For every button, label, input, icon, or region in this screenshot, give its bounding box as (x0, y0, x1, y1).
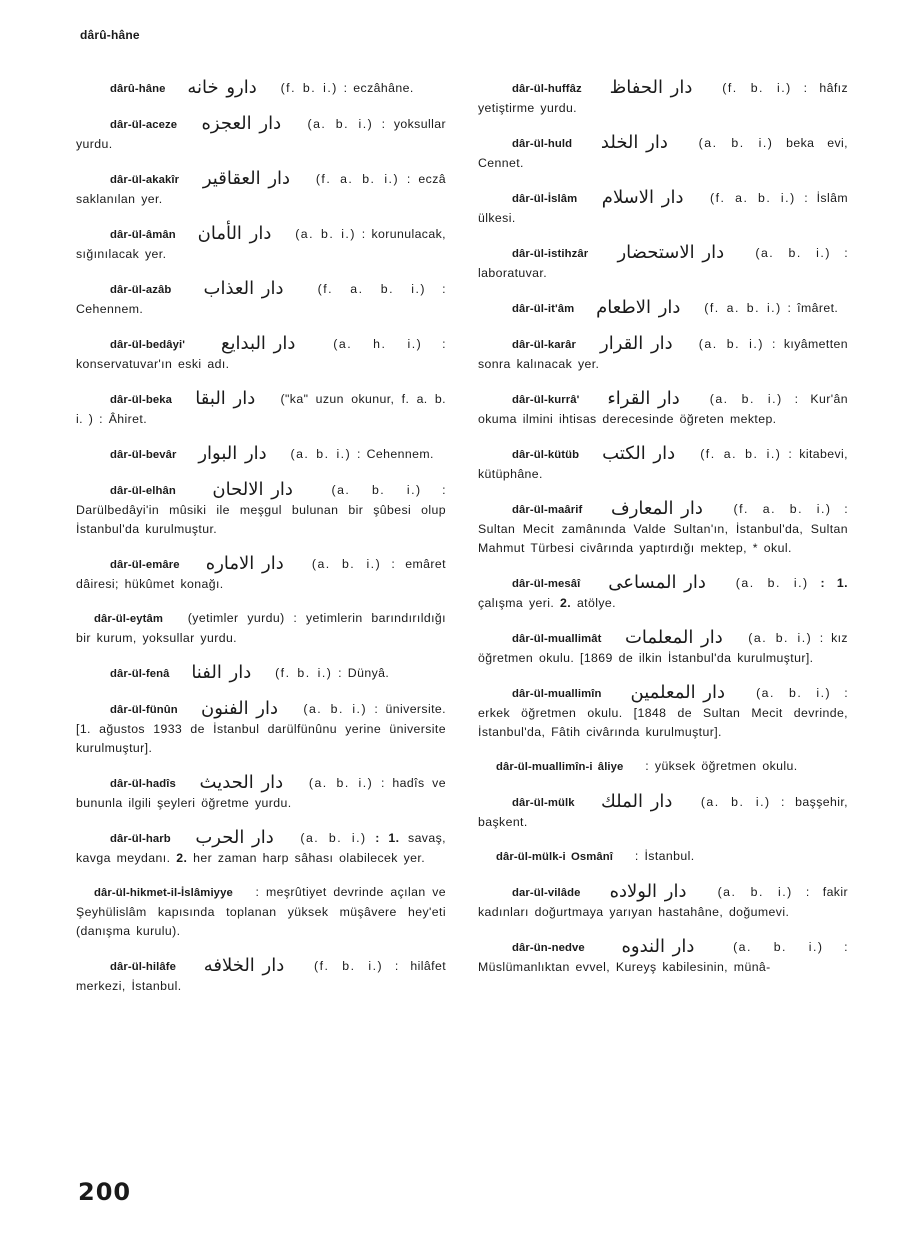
dictionary-entry (478, 78, 848, 118)
entry-arabic: دار القرار (600, 333, 673, 354)
entry-arabic: دار القراء (607, 388, 680, 409)
entry-definition: : Müslümanlıktan evvel, Kureyş kabilesinin, münâ- (478, 940, 848, 974)
entry-grammar: (f. b. i.) (275, 666, 333, 680)
entry-headword: dâr-ül-bevâr (110, 449, 177, 461)
entry-arabic: دارو خانه (187, 77, 257, 98)
entry-arabic: دار الاماره (205, 553, 284, 574)
entry-grammar: (a. b. i.) (303, 702, 368, 716)
entry-grammar: (a. b. i.) (698, 136, 774, 150)
entry-headword: dâr-ül-maârif (512, 504, 583, 516)
entry-grammar: (a. b. i.) (308, 776, 374, 790)
entry-arabic: دار الكتب (602, 443, 676, 464)
entry-definition: çalışma yeri. (478, 596, 555, 610)
entry-definition: : erkek öğretmen okulu. [1848 de Sultan Mecit devrinde, İstanbul'da, Fâtih civârında kurulmuştur]. (478, 686, 849, 739)
dictionary-entry (478, 389, 848, 429)
entry-headword: dârû-hâne (110, 83, 166, 95)
left-column (76, 78, 446, 1011)
dictionary-entry (478, 444, 848, 484)
entry-definition: : İslâm ülkesi. (478, 191, 848, 225)
entry-headword: dâr-ül-muallimât (512, 633, 602, 645)
entry-definition: : konservatuvar'ın eski adı. (76, 337, 446, 371)
entry-definition: : Kur'ân okuma ilmini ihtisas derecesinde öğreten mektep. (478, 392, 848, 426)
dictionary-entry (478, 298, 848, 319)
entry-grammar: (a. b. i.) (700, 795, 771, 809)
entry-definition: : Darülbedâyi'in mûsiki ile meşgul bulunan bir şûbesi olup İstanbul'da kurulmuştur. (76, 483, 446, 536)
entry-definition: : başşehir, başkent. (478, 795, 848, 829)
entry-arabic: دار المعلمين (630, 682, 726, 703)
dictionary-entry (76, 883, 446, 941)
entry-headword: dâr-ül-akakîr (110, 174, 180, 186)
dictionary-entry (76, 554, 446, 594)
entry-grammar: (a. b. i.) (755, 246, 831, 260)
entry-grammar: (a. b. i.) (733, 940, 824, 954)
entry-grammar: (a. b. i.) (300, 831, 367, 845)
dictionary-entry (76, 334, 446, 374)
entry-arabic: دار الخلافه (203, 955, 285, 976)
dictionary-entry (76, 699, 446, 758)
entry-arabic: دار الملك (601, 791, 673, 812)
entry-definition-number: : 1. (375, 831, 400, 845)
entry-definition: : korunulacak, sığınılacak yer. (76, 227, 446, 261)
entry-headword: dâr-ül-fünûn (110, 704, 178, 716)
entry-definition: : îmâret. (787, 301, 839, 315)
dictionary-entry (478, 499, 848, 558)
entry-grammar: (a. b. i.) (698, 337, 764, 351)
entry-headword: dâr-ül-it'âm (512, 303, 575, 315)
entry-grammar: (a. b. i.) (311, 557, 382, 571)
entry-grammar: (a. b. i.) (295, 227, 356, 241)
entry-definition: : İstanbul. (634, 849, 695, 863)
entry-definition: : Cehennem. (76, 282, 446, 316)
entry-definition: : üniversite. [1. ağustos 1933 de İstanbul darülfünûnu yerine üniversite kurulmuştur]. (76, 702, 446, 755)
entry-grammar: (f. a. b. i.) (704, 301, 782, 315)
dictionary-entry (76, 828, 446, 868)
entry-definition: : kitabevi, kütüphâne. (478, 447, 848, 481)
entry-definition: beka evi, Cennet. (478, 136, 848, 170)
entry-headword: dâr-ül-aceze (110, 119, 178, 131)
dictionary-entry (478, 792, 848, 832)
entry-headword: dâr-ül-bedâyi' (110, 339, 186, 351)
entry-definition: : fakir kadınları doğurtmaya yarıyan hastahâne, doğumevi. (478, 885, 848, 919)
dictionary-entry (76, 773, 446, 813)
entry-definition: her zaman harp sâhası olabilecek yer. (193, 851, 426, 865)
entry-definition: : eczâ saklanılan yer. (76, 172, 446, 206)
entry-arabic: دار البوار (198, 443, 267, 464)
dictionary-entry (478, 628, 848, 668)
entry-grammar: (f. b. i.) (280, 81, 338, 95)
entry-grammar: (f. a. b. i.) (315, 172, 400, 186)
dictionary-entry (478, 573, 848, 613)
entry-definition: : kız öğretmen okulu. [1869 de ilkin İstanbul'da kurulmuştur]. (478, 631, 848, 665)
entry-definition: : Sultan Mecit zamânında Valde Sultan'ın, İstanbul'da, Sultan Mahmut Türbesi civârında yaptırdığı mektep, * okul. (478, 502, 849, 555)
entry-arabic: دار العقاقير (202, 168, 291, 189)
dictionary-entry (478, 188, 848, 228)
entry-arabic: دار الخلد (600, 132, 668, 153)
entry-definition: (yetimler yurdu) : yetimlerin barındırıldığı bir kurum, yoksullar yurdu. (76, 611, 446, 645)
entry-definition: ("ka" uzun okunur, f. a. b. i. ) : Âhiret. (76, 392, 446, 426)
entry-headword: dâr-ül-harb (110, 833, 171, 845)
entry-definition-number: 2. (560, 596, 572, 610)
dictionary-entry (478, 243, 848, 283)
entry-arabic: دار الاطعام (596, 297, 681, 318)
entry-arabic: دار الأمان (197, 223, 272, 244)
entry-arabic: دار البدايع (220, 333, 296, 354)
dictionary-entry (76, 663, 446, 684)
entry-definition: atölye. (576, 596, 616, 610)
entry-grammar: (a. h. i.) (333, 337, 423, 351)
entry-grammar: (a. b. i.) (735, 576, 809, 590)
entry-definition: : meşrûtiyet devrinde açılan ve Şeyhülislâm kapısında toplanan yüksek müşâvere hey'eti (danışma kurulu). (76, 885, 446, 938)
entry-arabic: دار المساعى (608, 572, 706, 593)
entry-arabic: دار الالحان (212, 479, 293, 500)
entry-definition: savaş, kavga meydanı. (76, 831, 446, 865)
entry-definition: : yüksek öğretmen okulu. (645, 759, 798, 773)
entry-arabic: دار الفنا (191, 662, 252, 683)
entry-grammar: (a. b. i.) (331, 483, 422, 497)
dictionary-entry (478, 937, 848, 977)
entry-grammar: (a. b. i.) (717, 885, 793, 899)
entry-definition: : eczâhâne. (343, 81, 414, 95)
entry-arabic: دار الاستحضار (617, 242, 725, 263)
entry-grammar: (a. b. i.) (307, 117, 374, 131)
entry-definition: : hadîs ve bununla ilgili şeyleri öğretme yurdu. (76, 776, 446, 810)
dictionary-entry (76, 224, 446, 264)
entry-grammar: (a. b. i.) (756, 686, 832, 700)
entry-arabic: دار العذاب (203, 278, 284, 299)
dictionary-entry (478, 757, 848, 777)
entry-grammar: (a. b. i.) (748, 631, 813, 645)
entry-headword: dâr-ül-İslâm (512, 193, 578, 205)
entry-definition-number: : 1. (820, 576, 848, 590)
entry-headword: dâr-ül-beka (110, 394, 172, 406)
dictionary-entry (478, 334, 848, 374)
entry-headword: dâr-ül-emâre (110, 559, 180, 571)
entry-headword: dar-ül-vilâde (512, 887, 581, 899)
entry-headword: dâr-ül-muallimîn (512, 688, 602, 700)
running-head: dârû-hâne (80, 28, 140, 42)
entry-definition: : yoksullar yurdu. (76, 117, 446, 151)
entry-headword: dâr-ül-mesâî (512, 578, 581, 590)
page-number: 200 (78, 1178, 132, 1206)
dictionary-entry (478, 882, 848, 922)
entry-arabic: دار الفنون (201, 698, 279, 719)
entry-grammar: (f. b. i.) (722, 81, 792, 95)
dictionary-entry (76, 389, 446, 429)
entry-grammar: (f. a. b. i.) (317, 282, 427, 296)
dictionary-entry (76, 169, 446, 209)
entry-arabic: دار الاسلام (601, 187, 684, 208)
entry-grammar: (f. a. b. i.) (700, 447, 782, 461)
dictionary-entry (76, 480, 446, 539)
entry-headword: dâr-ül-azâb (110, 284, 172, 296)
dictionary-entry (478, 847, 848, 867)
entry-grammar: (a. b. i.) (290, 447, 352, 461)
entry-arabic: دار المعارف (611, 498, 703, 519)
entry-grammar: (a. b. i.) (709, 392, 783, 406)
entry-definition: : kıyâmetten sonra kalınacak yer. (478, 337, 848, 371)
dictionary-entry (76, 609, 446, 648)
entry-grammar: (f. b. i.) (313, 959, 384, 973)
entry-definition: : Dünyâ. (338, 666, 390, 680)
dictionary-entry (76, 279, 446, 319)
dictionary-entry (478, 683, 848, 742)
entry-headword: dâr-ül-fenâ (110, 668, 170, 680)
entry-definition: : hilâfet merkezi, İstanbul. (76, 959, 447, 993)
entry-arabic: دار العجزه (201, 113, 282, 134)
entry-headword: dâr-ül-âmân (110, 229, 176, 241)
entry-headword: dâr-ün-nedve (512, 942, 585, 954)
entry-headword: dâr-ül-hadîs (110, 778, 176, 790)
dictionary-entry (76, 78, 446, 99)
entry-headword: dâr-ül-hikmet-il-İslâmiyye (94, 887, 233, 899)
entry-headword: dâr-ül-muallimîn-i âliye (496, 761, 624, 773)
entry-headword: dâr-ül-huffâz (512, 83, 582, 95)
entry-arabic: دار الحديث (199, 772, 284, 793)
dictionary-entry (76, 114, 446, 154)
entry-arabic: دار الحرب (195, 827, 274, 848)
entry-arabic: دار المعلمات (624, 627, 723, 648)
entry-definition: : emâret dâiresi; hükûmet konağı. (76, 557, 446, 591)
entry-headword: dâr-ül-kütüb (512, 449, 580, 461)
entry-headword: dâr-ül-eytâm (94, 613, 163, 625)
entry-grammar: (f. a. b. i.) (733, 502, 832, 516)
entry-headword: dâr-ül-istihzâr (512, 248, 589, 260)
entry-headword: dâr-ül-mülk-i Osmânî (496, 851, 613, 863)
entry-definition: : hâfız yetiştirme yurdu. (478, 81, 848, 115)
dictionary-entry (478, 133, 848, 173)
dictionary-entry (76, 444, 446, 465)
entry-definition: : laboratuvar. (478, 246, 849, 280)
entry-headword: dâr-ül-mülk (512, 797, 575, 809)
entry-headword: dâr-ül-elhân (110, 485, 176, 497)
entry-headword: dâr-ül-karâr (512, 339, 576, 351)
entry-headword: dâr-ül-kurrâ' (512, 394, 580, 406)
dictionary-entry (76, 956, 446, 996)
right-column (478, 78, 848, 992)
entry-definition: : Cehennem. (357, 447, 434, 461)
entry-arabic: دار الولاده (609, 881, 687, 902)
entry-arabic: دار الندوه (621, 936, 695, 957)
entry-arabic: دار الحفاظ (609, 77, 693, 98)
entry-headword: dâr-ül-huld (512, 138, 573, 150)
entry-arabic: دار البقا (195, 388, 256, 409)
entry-headword: dâr-ül-hilâfe (110, 961, 176, 973)
entry-definition-number: 2. (176, 851, 188, 865)
entry-grammar: (f. a. b. i.) (710, 191, 796, 205)
